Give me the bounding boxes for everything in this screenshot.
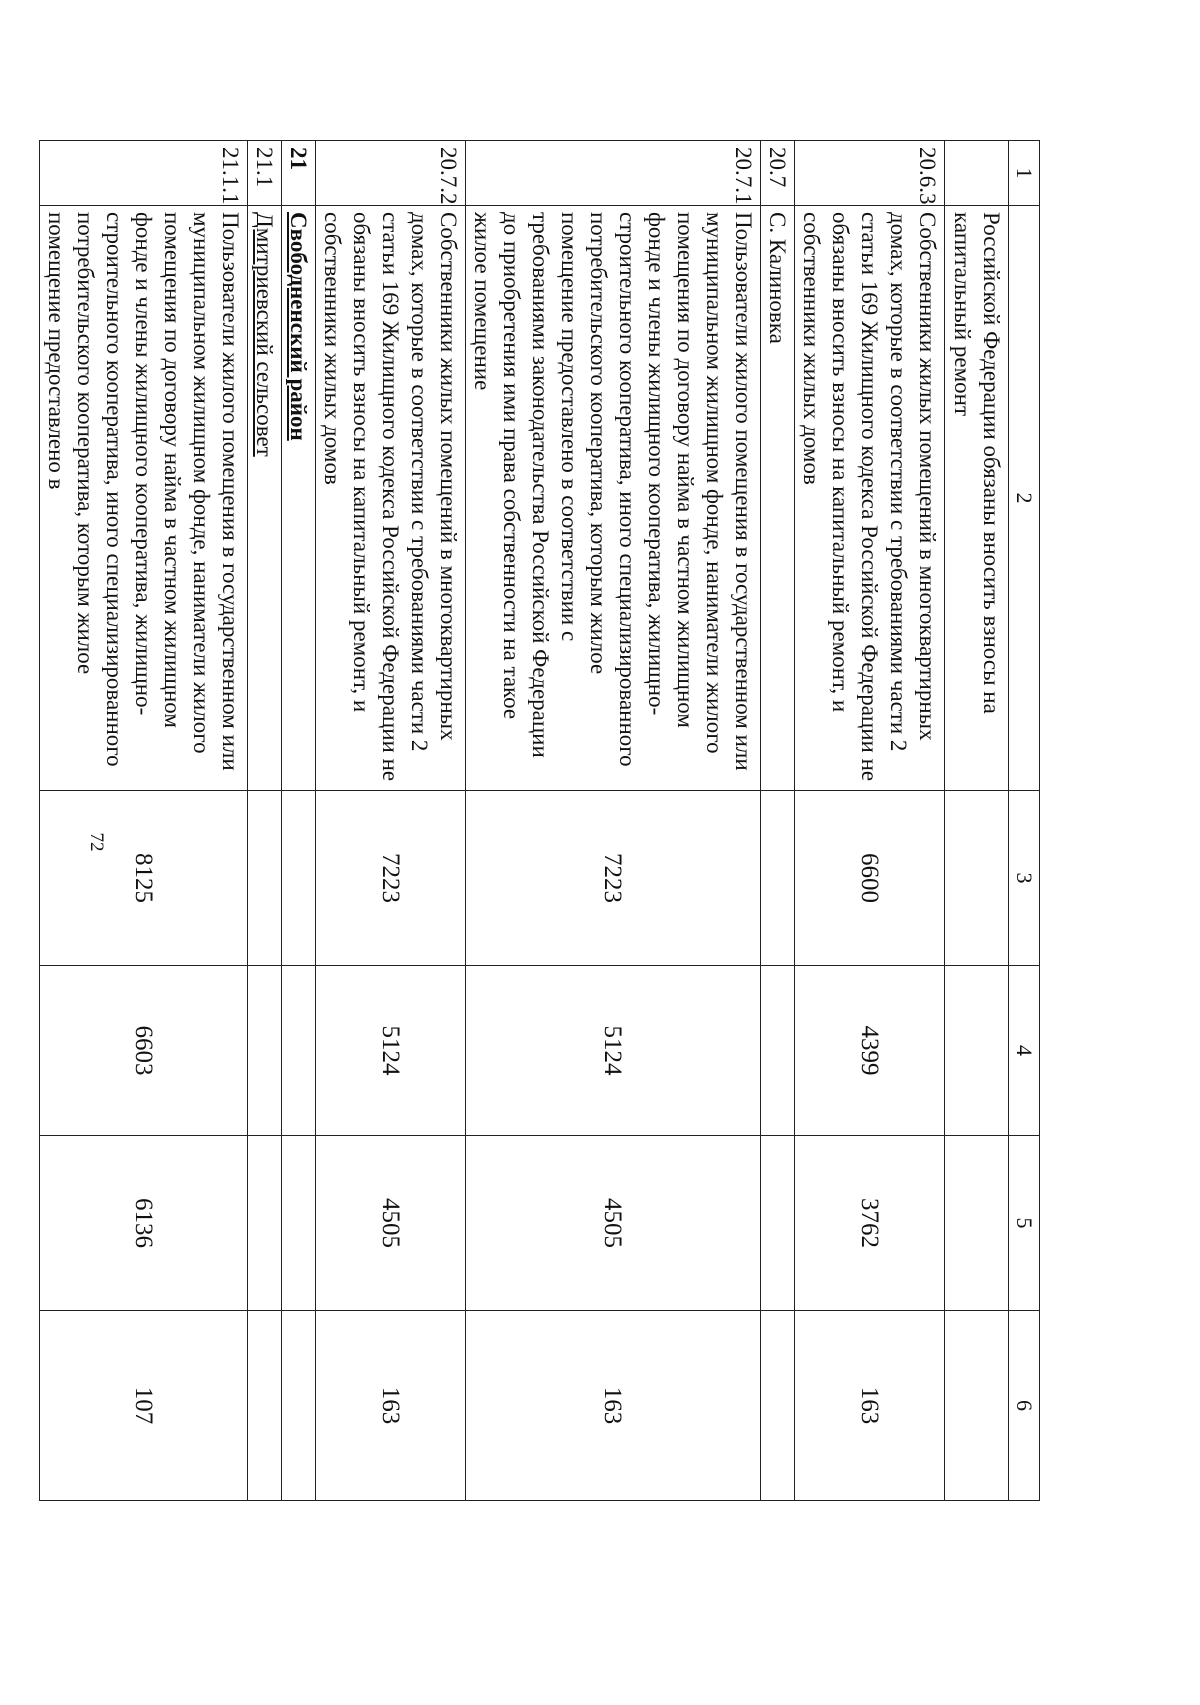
row-value-3 [248, 791, 282, 966]
header-cell-4: 4 [1009, 966, 1040, 1136]
header-cell-1: 1 [1009, 141, 1040, 206]
table-row [282, 141, 316, 1501]
row-text: Дмитриевский сельсовет [248, 206, 282, 791]
table-row [40, 141, 248, 1501]
tariff-table [39, 140, 1040, 1501]
row-code: 20.7.2 [316, 141, 466, 206]
row-value-4: 6603 [40, 966, 248, 1136]
row-value-5 [248, 1136, 282, 1311]
header-row [1009, 141, 1040, 1501]
page-number: 72 [86, 832, 107, 852]
row-value-6 [282, 1311, 316, 1501]
row-value-6: 163 [795, 1311, 945, 1501]
row-value-6: 163 [466, 1311, 761, 1501]
table-row [761, 141, 795, 1501]
header-cell-3: 3 [1009, 791, 1040, 966]
row-code: 21 [282, 141, 316, 206]
row-value-3: 7223 [316, 791, 466, 966]
row-value-5: 4505 [466, 1136, 761, 1311]
table-row [316, 141, 466, 1501]
row-value-5: 4505 [316, 1136, 466, 1311]
row-value-6 [761, 1311, 795, 1501]
row-text: Свободненский район [282, 206, 316, 791]
row-value-3: 8125 [40, 791, 248, 966]
row-value-4: 5124 [466, 966, 761, 1136]
header-cell-2: 2 [1009, 206, 1040, 791]
table-row [795, 141, 945, 1501]
row-value-3 [945, 791, 1009, 966]
row-value-4 [248, 966, 282, 1136]
row-value-3: 6600 [795, 791, 945, 966]
row-code: 21.1.1 [40, 141, 248, 206]
header-cell-6: 6 [1009, 1311, 1040, 1501]
row-value-3 [761, 791, 795, 966]
table-row [945, 141, 1009, 1501]
row-value-6: 107 [40, 1311, 248, 1501]
table-row [466, 141, 761, 1501]
row-text: Пользователи жилого помещения в государственном или муниципальном жилищном фонде, наниматели жилого помещения по договору найма в частном жилищном фонде и члены жилищного кооператива, жилищно-строительного кооператива, иного специализированного потребительского кооператива, которым жилое помещение предоставлено в [40, 206, 248, 791]
row-value-5 [761, 1136, 795, 1311]
row-text: С. Калиновка [761, 206, 795, 791]
row-value-6 [945, 1311, 1009, 1501]
row-code: 20.7.1 [466, 141, 761, 206]
row-text: Пользователи жилого помещения в государственном или муниципальном жилищном фонде, наниматели жилого помещения по договору найма в частном жилищном фонде и члены жилищного кооператива, жилищно-строительного кооператива, иного специализированного потребительского кооператива, которым жилое помещение предоставлено в соответствии с требованиями законодательства Российской Федерации до приобретения ими права собственности на такое жилое помещение [466, 206, 761, 791]
row-code: 20.7 [761, 141, 795, 206]
row-value-5: 6136 [40, 1136, 248, 1311]
row-code [945, 141, 1009, 206]
row-value-4 [282, 966, 316, 1136]
row-value-4: 5124 [316, 966, 466, 1136]
row-value-3 [282, 791, 316, 966]
row-value-4: 4399 [795, 966, 945, 1136]
row-value-5 [945, 1136, 1009, 1311]
row-value-6: 163 [316, 1311, 466, 1501]
row-text: Собственники жилых помещений в многоквартирных домах, которые в соответствии с требованиями части 2 статьи 169 Жилищного кодекса Российской Федерации не обязаны вносить взносы на капитальный ремонт, и собственники жилых домов [795, 206, 945, 791]
row-value-4 [945, 966, 1009, 1136]
row-value-6 [248, 1311, 282, 1501]
row-code: 20.6.3 [795, 141, 945, 206]
table-row [248, 141, 282, 1501]
row-text: Российской Федерации обязаны вносить взносы на капитальный ремонт [945, 206, 1009, 791]
row-code: 21.1 [248, 141, 282, 206]
row-value-5 [282, 1136, 316, 1311]
row-value-4 [761, 966, 795, 1136]
row-text: Собственники жилых помещений в многоквартирных домах, которые в соответствии с требованиями части 2 статьи 169 Жилищного кодекса Российской Федерации не обязаны вносить взносы на капитальный ремонт, и собственники жилых домов [316, 206, 466, 791]
row-value-3: 7223 [466, 791, 761, 966]
header-cell-5: 5 [1009, 1136, 1040, 1311]
row-value-5: 3762 [795, 1136, 945, 1311]
rotated-table-wrapper [44, 140, 1040, 1500]
